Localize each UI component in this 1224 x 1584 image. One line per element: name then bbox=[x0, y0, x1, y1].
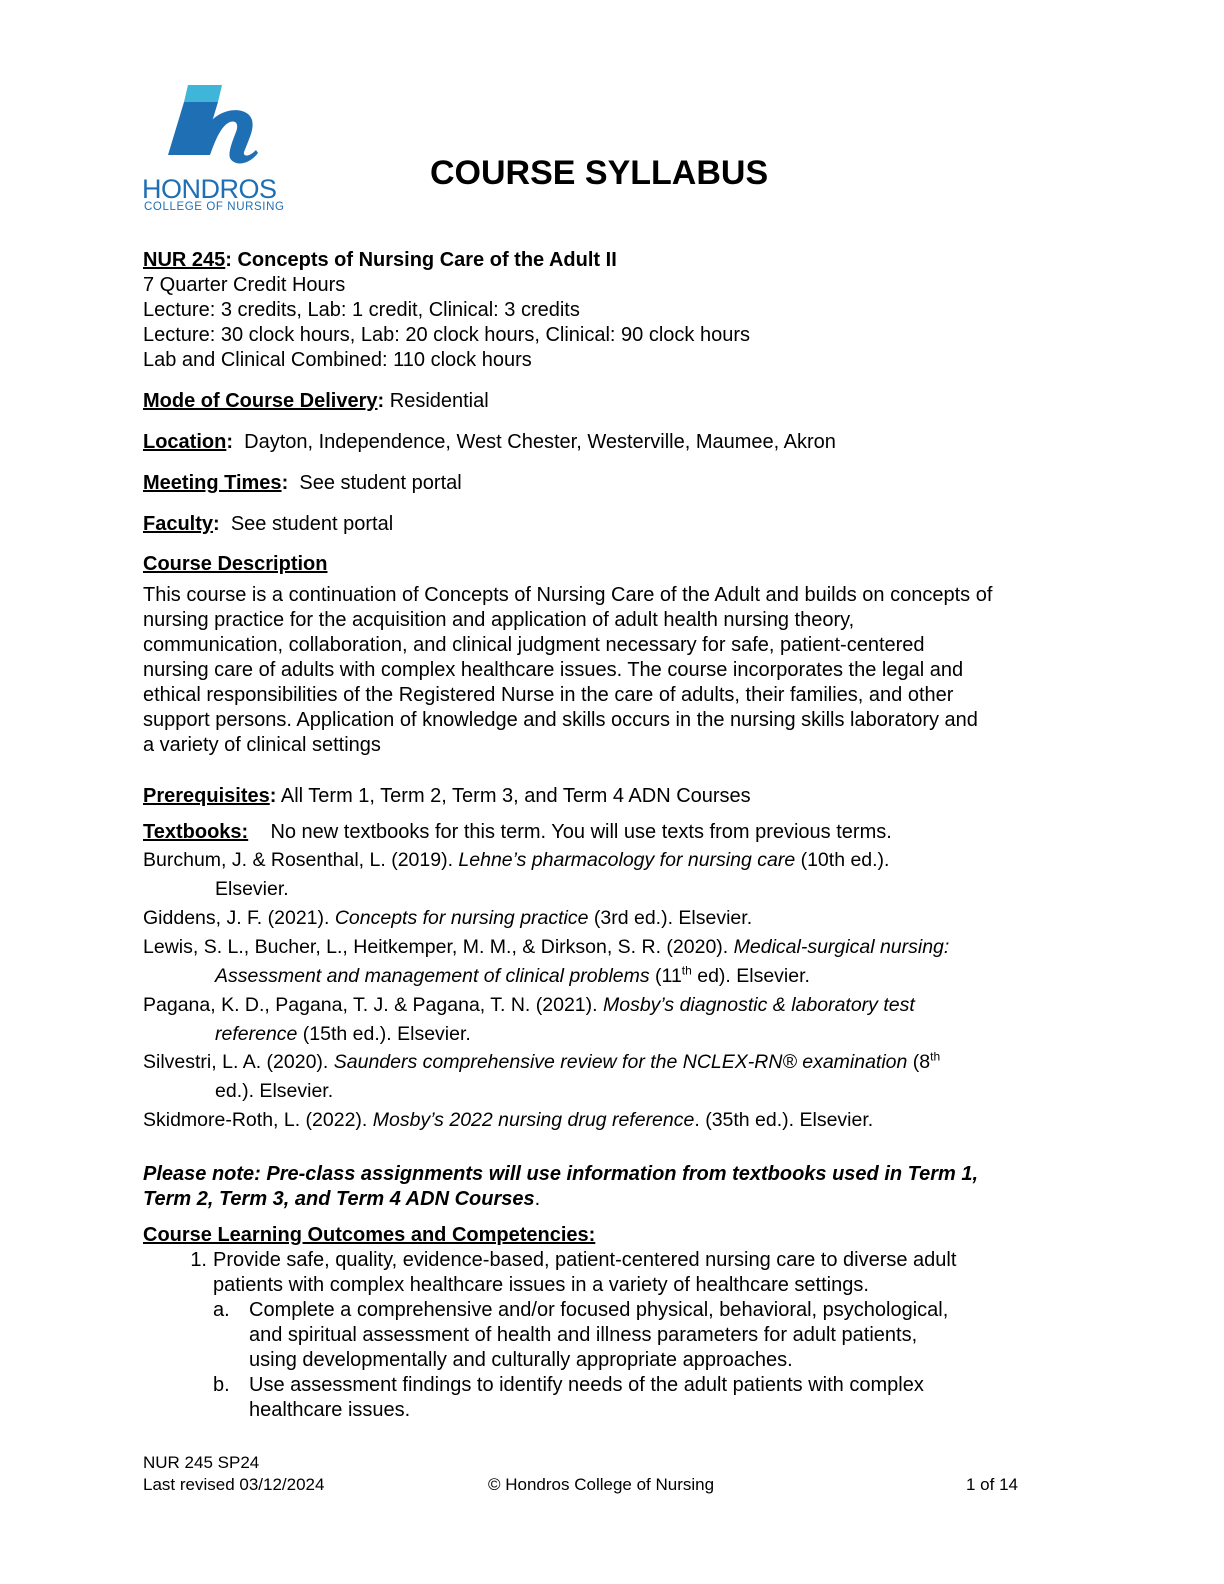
faculty-value: See student portal bbox=[230, 513, 394, 535]
textbooks-note: No new textbooks for this term. You will use texts from previous terms. bbox=[270, 821, 892, 843]
description-line: nursing practice for the acquisition and application of adult health nursing theory, bbox=[143, 609, 855, 631]
competency-line: healthcare issues. bbox=[249, 1399, 411, 1421]
textbooks-row bbox=[143, 820, 892, 845]
reference-item bbox=[143, 991, 1063, 1048]
ref-publisher: ed). Elsevier. bbox=[691, 964, 810, 987]
please-note bbox=[143, 1162, 1083, 1212]
description-line: This course is a continuation of Concepts of Nursing Care of the Adult and builds on concepts of bbox=[143, 584, 993, 606]
reference-item bbox=[143, 933, 1063, 990]
competency-line: Complete a comprehensive and/or focused physical, behavioral, psychological, bbox=[249, 1299, 949, 1321]
course-code: NUR 245 bbox=[143, 249, 226, 271]
ref-authors: Pagana, K. D., Pagana, T. J. & Pagana, T. N. (2021). bbox=[143, 994, 603, 1016]
description-heading: Course Description bbox=[143, 553, 328, 575]
reference-item bbox=[143, 1048, 1063, 1105]
please-note-line: Term 2, Term 3, and Term 4 ADN Courses bbox=[143, 1188, 535, 1210]
competency-letter: a. bbox=[213, 1299, 230, 1321]
footer-revised: Last revised 03/12/2024 bbox=[143, 1475, 325, 1494]
logo-subtitle: COLLEGE OF NURSING bbox=[144, 201, 285, 213]
competency-letter: b. bbox=[213, 1374, 230, 1396]
textbooks-label: Textbooks: bbox=[143, 821, 249, 843]
prerequisites-row: Prerequisites: All Term 1, Term 2, Term 3, and Term 4 ADN Courses bbox=[143, 785, 751, 807]
ref-edition: (8 bbox=[907, 1051, 931, 1073]
ref-sup: th bbox=[930, 1049, 941, 1064]
course-name: : Concepts of Nursing Care of the Adult II bbox=[225, 249, 617, 271]
footer-page-number: 1 of 14 bbox=[966, 1475, 1018, 1494]
delivery-label: Mode of Course Delivery bbox=[143, 390, 378, 412]
competency-line: Use assessment findings to identify needs of the adult patients with complex bbox=[249, 1374, 924, 1396]
meeting-row: Meeting Times: See student portal bbox=[143, 472, 462, 494]
page-title: COURSE SYLLABUS bbox=[430, 154, 769, 192]
competency-item bbox=[143, 1298, 1063, 1373]
description-line: nursing care of adults with complex healthcare issues. The course incorporates the legal and bbox=[143, 659, 964, 681]
ref-title: Concepts for nursing practice bbox=[334, 907, 589, 929]
course-header bbox=[143, 248, 750, 373]
faculty-row: Faculty: See student portal bbox=[143, 513, 394, 535]
ref-sup: th bbox=[681, 963, 692, 977]
ref-title: Mosby’s diagnostic & laboratory test bbox=[602, 994, 915, 1016]
course-detail: 7 Quarter Credit Hours bbox=[143, 274, 346, 296]
description-line: communication, collaboration, and clinical judgment necessary for safe, patient-centered bbox=[143, 634, 925, 656]
location-value: Dayton, Independence, West Chester, Westerville, Maumee, Akron bbox=[244, 431, 836, 453]
competency-item bbox=[143, 1373, 1063, 1423]
outcome-line: patients with complex healthcare issues in a variety of healthcare settings. bbox=[213, 1274, 869, 1296]
ref-title: Medical-surgical nursing: bbox=[733, 936, 950, 958]
ref-edition: (3rd ed.). Elsevier. bbox=[588, 907, 753, 929]
ref-edition: (15th ed.). Elsevier. bbox=[297, 1022, 471, 1045]
ref-edition: (10th ed.). bbox=[795, 849, 890, 871]
ref-title: Saunders comprehensive review for the NCLEX-RN® examination bbox=[333, 1051, 908, 1073]
description-line: support persons. Application of knowledge and skills occurs in the nursing skills laboratory and bbox=[143, 709, 978, 731]
outcome-item bbox=[143, 1248, 1063, 1298]
ref-authors: Silvestri, L. A. (2020). bbox=[143, 1051, 334, 1073]
footer-course-code: NUR 245 SP24 bbox=[143, 1453, 260, 1472]
reference-item bbox=[143, 846, 1063, 903]
ref-publisher: ed.). Elsevier. bbox=[215, 1079, 334, 1102]
course-detail: Lecture: 3 credits, Lab: 1 credit, Clinical: 3 credits bbox=[143, 299, 580, 321]
description-line: a variety of clinical settings bbox=[143, 734, 381, 756]
location-label: Location bbox=[143, 431, 227, 453]
outcome-line: Provide safe, quality, evidence-based, patient-centered nursing care to diverse adult bbox=[213, 1249, 957, 1271]
meeting-value: See student portal bbox=[299, 472, 462, 494]
ref-authors: Lewis, S. L., Bucher, L., Heitkemper, M. M., & Dirkson, S. R. (2020). bbox=[143, 936, 734, 958]
meeting-label: Meeting Times bbox=[143, 472, 282, 494]
ref-publisher: Elsevier. bbox=[215, 877, 289, 900]
ref-title: Lehne’s pharmacology for nursing care bbox=[458, 849, 796, 871]
ref-authors: Skidmore-Roth, L. (2022). bbox=[143, 1109, 373, 1131]
ref-title-cont: Assessment and management of clinical problems bbox=[215, 964, 650, 987]
competency-line: using developmentally and culturally appropriate approaches. bbox=[249, 1349, 793, 1371]
prerequisites-label: Prerequisites bbox=[143, 785, 270, 807]
prerequisites-value: All Term 1, Term 2, Term 3, and Term 4 ADN Courses bbox=[280, 785, 751, 807]
delivery-row: Mode of Course Delivery: Residential bbox=[143, 390, 489, 412]
course-detail: Lab and Clinical Combined: 110 clock hours bbox=[143, 349, 532, 371]
description-line: ethical responsibilities of the Registered Nurse in the care of adults, their families, and other bbox=[143, 684, 954, 706]
please-note-line: Please note: Pre-class assignments will use information from textbooks used in Term 1, bbox=[143, 1163, 979, 1185]
reference-item bbox=[143, 1106, 1063, 1135]
logo-brand: HONDROS bbox=[142, 174, 277, 204]
ref-edition: (11 bbox=[649, 964, 682, 987]
college-logo bbox=[140, 80, 300, 220]
course-detail: Lecture: 30 clock hours, Lab: 20 clock hours, Clinical: 90 clock hours bbox=[143, 324, 750, 346]
course-description bbox=[143, 552, 1083, 758]
outcome-number: 1. bbox=[190, 1249, 207, 1271]
ref-edition: . (35th ed.). Elsevier. bbox=[694, 1109, 874, 1131]
location-row: Location: Dayton, Independence, West Chester, Westerville, Maumee, Akron bbox=[143, 431, 836, 453]
footer-copyright: © Hondros College of Nursing bbox=[488, 1475, 715, 1494]
faculty-label: Faculty bbox=[143, 513, 214, 535]
ref-title-cont: reference bbox=[215, 1022, 298, 1045]
delivery-value: Residential bbox=[389, 390, 489, 412]
ref-authors: Burchum, J. & Rosenthal, L. (2019). bbox=[143, 849, 459, 871]
reference-item bbox=[143, 904, 1063, 933]
learning-outcomes bbox=[143, 1223, 1063, 1423]
footer-left bbox=[143, 1452, 324, 1496]
hondros-h-logo-icon bbox=[140, 80, 300, 176]
outcomes-heading: Course Learning Outcomes and Competencies: bbox=[143, 1224, 596, 1246]
ref-title: Mosby’s 2022 nursing drug reference bbox=[372, 1109, 695, 1131]
please-note-period: . bbox=[534, 1188, 541, 1210]
competency-line: and spiritual assessment of health and illness parameters for adult patients, bbox=[249, 1324, 918, 1346]
ref-authors: Giddens, J. F. (2021). bbox=[143, 907, 335, 929]
